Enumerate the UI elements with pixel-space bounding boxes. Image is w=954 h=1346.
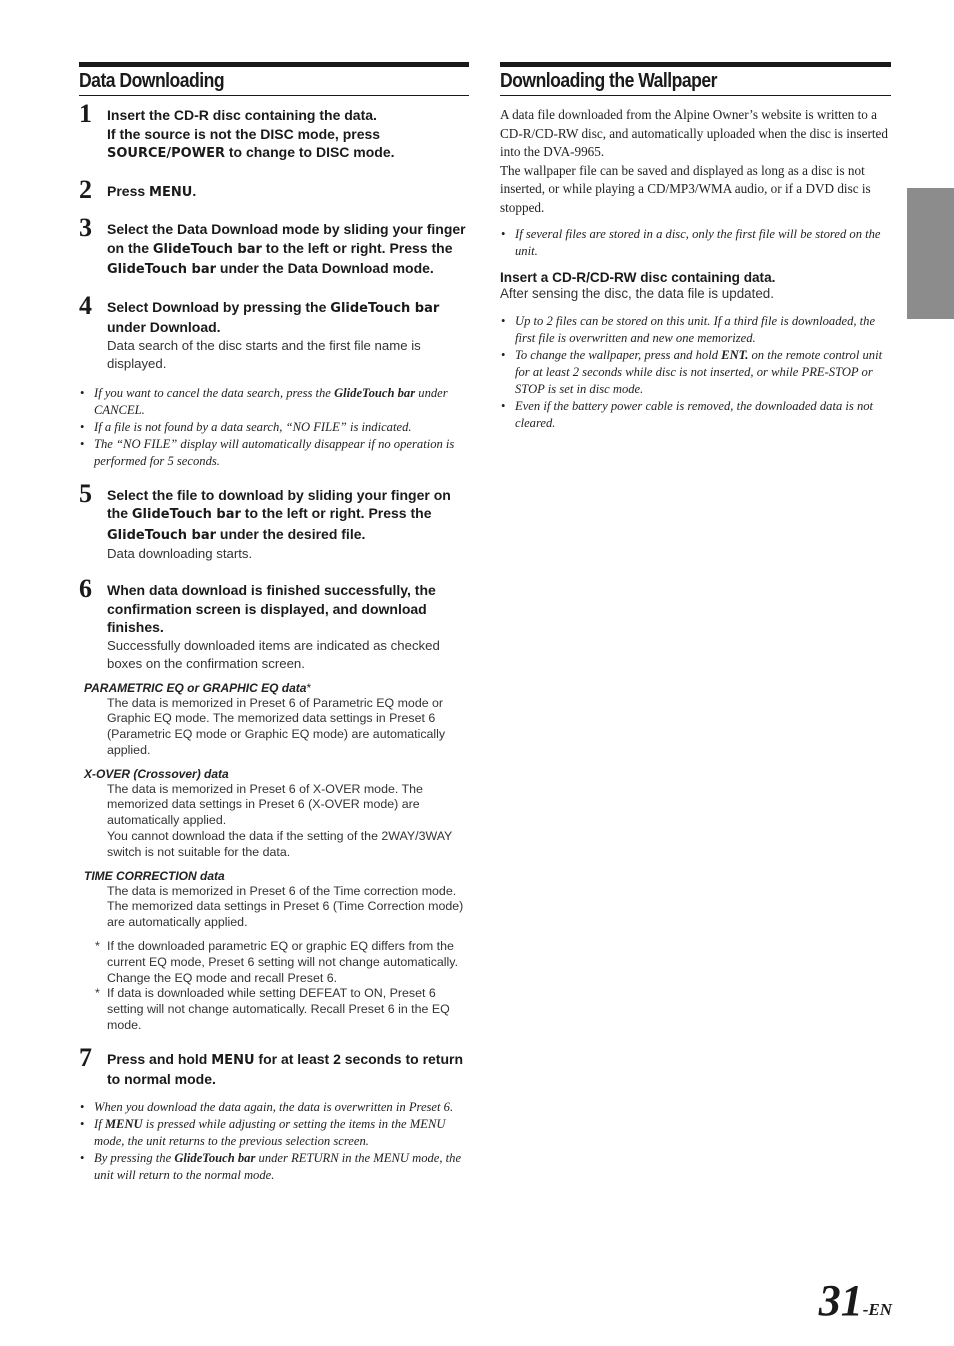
section-heading bbox=[79, 62, 469, 96]
right-column bbox=[500, 62, 891, 432]
note-item: • The “NO FILE” display will automatically disappear if no operation is performed for 5 seconds. bbox=[79, 436, 469, 470]
step-text: Press MENU. bbox=[107, 182, 197, 200]
notes-list bbox=[500, 226, 891, 260]
step-number: 7 bbox=[79, 1042, 92, 1072]
note-item: • If you want to cancel the data search, press the GlideTouch bar under CANCEL. bbox=[79, 385, 469, 419]
step-text: Insert the CD-R disc containing the data. If the source is not the DISC mode, press SOURCE/POWER to change to DISC mode. bbox=[107, 107, 395, 161]
wallpaper-step-description: After sensing the disc, the data file is updated. bbox=[500, 285, 774, 301]
glidetouch-key: GlideTouch bar bbox=[107, 262, 217, 277]
step-4 bbox=[79, 290, 469, 373]
step-number: 4 bbox=[79, 290, 92, 320]
source-power-key: SOURCE/POWER bbox=[107, 146, 225, 161]
step-3 bbox=[79, 213, 469, 280]
step-number: 1 bbox=[79, 99, 92, 128]
menu-key: MENU bbox=[211, 1052, 255, 1068]
glidetouch-key: GlideTouch bar bbox=[330, 300, 440, 316]
page-number: 31-EN bbox=[818, 1276, 892, 1325]
glidetouch-key: GlideTouch bar bbox=[152, 241, 262, 257]
step-number: 3 bbox=[79, 213, 92, 242]
step-description: Data downloading starts. bbox=[107, 546, 253, 561]
notes-list bbox=[79, 1099, 469, 1184]
asterisk-notes bbox=[79, 939, 469, 1034]
sub-text-time-correction: The data is memorized in Preset 6 of the Time correction mode. The memorized data settings in Preset 6 (Time Correction mode) are automatically applied. bbox=[107, 883, 464, 930]
sub-text-xover: The data is memorized in Preset 6 of X-OVER mode. The memorized data settings in Preset 6 (X-OVER mode) are automatically applied. You cannot download the data if the setting of the 2WAY/3WAY switch is not suitable for the data. bbox=[107, 781, 453, 859]
step-6 bbox=[79, 574, 469, 673]
step-text: Select the file to download by sliding your finger on the GlideTouch bar to the left or right. Press the GlideTouch bar under the desired file. bbox=[107, 486, 451, 543]
section-heading bbox=[500, 62, 891, 96]
section-tab bbox=[907, 188, 954, 319]
step-2 bbox=[79, 174, 469, 204]
sub-title-xover: X-OVER (Crossover) data bbox=[84, 766, 229, 781]
note-item: • Up to 2 files can be stored on this unit. If a third file is downloaded, the first file is overwritten and new one memorized. bbox=[500, 313, 891, 347]
step-number: 5 bbox=[79, 478, 92, 508]
step-5 bbox=[79, 478, 469, 564]
page-suffix: -EN bbox=[862, 1300, 892, 1319]
note-item: • By pressing the GlideTouch bar under RETURN in the MENU mode, the unit will return to the normal mode. bbox=[79, 1150, 469, 1184]
notes-list bbox=[500, 313, 891, 432]
asterisk-note: * If the downloaded parametric EQ or graphic EQ differs from the current EQ mode, Preset 6 setting will not change automatically. Change the EQ mode and recall Preset 6. bbox=[107, 939, 469, 986]
note-item: • Even if the battery power cable is removed, the downloaded data is not cleared. bbox=[500, 398, 891, 432]
wallpaper-step-title: Insert a CD-R/CD-RW disc containing data. bbox=[500, 269, 776, 285]
step-text: Press and hold MENU for at least 2 seconds to return to normal mode. bbox=[107, 1050, 464, 1088]
intro-paragraph: The wallpaper file can be saved and displayed as long as a disc is not inserted, or while playing a CD/MP3/WMA audio, or if a DVD disc is stopped. bbox=[500, 162, 871, 215]
glidetouch-key: GlideTouch bar bbox=[131, 507, 241, 522]
sub-title-time-correction: TIME CORRECTION data bbox=[84, 868, 225, 883]
note-item: • When you download the data again, the data is overwritten in Preset 6. bbox=[79, 1099, 469, 1116]
glidetouch-key: GlideTouch bar bbox=[107, 527, 217, 543]
left-column bbox=[79, 62, 469, 1184]
menu-key: MENU bbox=[149, 184, 193, 200]
step-text: Select the Data Download mode by sliding your finger on the GlideTouch bar to the left or right. Press the GlideTouch bar under the Data Download mode. bbox=[107, 221, 466, 277]
intro-paragraph: A data file downloaded from the Alpine Owner’s website is written to a CD-R/CD-RW disc, and automatically uploaded when the disc is inserted into the DVA-9965. bbox=[500, 107, 888, 160]
step-text: Select Download by pressing the GlideTouch bar under Download. bbox=[107, 298, 440, 335]
step-text: When data download is finished successfully, the confirmation screen is displayed, and download finishes. bbox=[107, 582, 436, 635]
sub-text-eq: The data is memorized in Preset 6 of Parametric EQ mode or Graphic EQ mode. The memorized data settings in Preset 6 (Parametric EQ mode or Graphic EQ mode) are automatically applied. bbox=[107, 695, 446, 757]
note-item: • If a file is not found by a data search, “NO FILE” is indicated. bbox=[79, 419, 469, 436]
note-item: • To change the wallpaper, press and hold ENT. on the remote control unit for at least 2 seconds while disc is not inserted, or while PRE-STOP or STOP is set in disc mode. bbox=[500, 347, 891, 398]
note-item: • If MENU is pressed while adjusting or setting the items in the MENU mode, the unit returns to the previous selection screen. bbox=[79, 1116, 469, 1150]
step-description: Data search of the disc starts and the first file name is displayed. bbox=[107, 337, 421, 371]
step-7 bbox=[79, 1042, 469, 1089]
step-description: Successfully downloaded items are indicated as checked boxes on the confirmation screen. bbox=[107, 637, 440, 671]
sub-title-eq: PARAMETRIC EQ or GRAPHIC EQ data* bbox=[84, 680, 312, 695]
heading-downloading-wallpaper: Downloading the Wallpaper bbox=[500, 70, 717, 92]
asterisk-note: * If data is downloaded while setting DEFEAT to ON, Preset 6 setting will not change automatically. Recall Preset 6 in the EQ mode. bbox=[107, 986, 469, 1033]
notes-list bbox=[79, 385, 469, 470]
step-number: 2 bbox=[79, 174, 92, 204]
step-1 bbox=[79, 99, 469, 164]
note-item: • If several files are stored in a disc, only the first file will be stored on the unit. bbox=[500, 226, 891, 260]
step-number: 6 bbox=[79, 574, 92, 603]
heading-data-downloading: Data Downloading bbox=[79, 70, 225, 92]
